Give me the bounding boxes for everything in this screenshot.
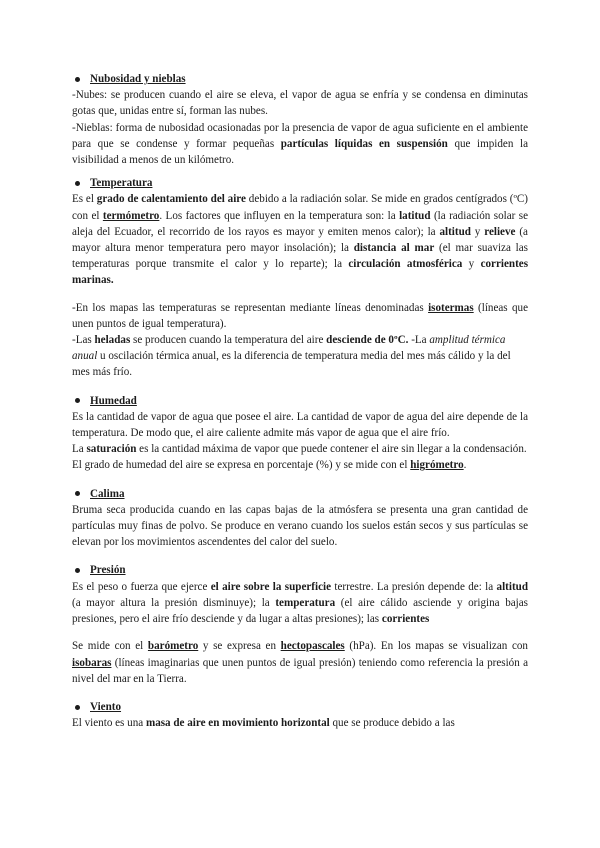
bold-text: corrientes marinas. xyxy=(72,258,529,287)
text: Se mide con el xyxy=(72,640,148,653)
bullet-icon xyxy=(75,181,80,186)
text: El grado de humedad del aire se expresa en porcentaje (%) y se mide con el xyxy=(72,459,411,472)
bold-underlined-text: termómetro xyxy=(102,209,160,222)
section-title-text: Temperatura xyxy=(90,177,153,190)
text: terrestre. La presión depende de: la xyxy=(331,580,497,593)
text: que impiden la visibilidad a menos de un kilómetro. xyxy=(72,137,528,167)
text: que se produce debido a las xyxy=(329,717,455,730)
paragraph-nieblas xyxy=(72,120,528,169)
section-title-text: Calima xyxy=(90,487,125,500)
paragraph-isotermas xyxy=(72,300,528,332)
paragraph-calima: Bruma seca producida cuando en las capas bajas de la atmósfera se presenta una gran cantidad de partículas muy finas de polvo. Se produce en verano cuando los suelos están secos y sus partículas se elevan por los movimientos ascendentes del calor del suelo. xyxy=(72,503,528,549)
text: y xyxy=(470,225,485,238)
bullet-icon xyxy=(75,491,80,496)
text: . Los factores que influyen en la temperatura son: la xyxy=(159,209,400,222)
paragraph-barometro xyxy=(72,638,528,687)
text: -Nieblas: forma de nubosidad ocasionadas por la presencia de vapor de agua suficiente en el ambiente para que se condense y formar pequeñas xyxy=(72,121,528,150)
text: (hPa). En los mapas se visualizan con xyxy=(344,640,528,653)
bullet-icon xyxy=(75,568,80,573)
text: se producen cuando la temperatura del aire xyxy=(130,334,327,347)
section-title-nubosidad xyxy=(72,71,528,87)
document-content xyxy=(72,71,528,731)
section-title-presion xyxy=(72,562,528,578)
text: debido a la radiación solar. Se mide en grados centígrados (ºC) con el xyxy=(72,193,528,222)
paragraph-saturacion xyxy=(72,441,528,457)
bold-underlined-text: barómetro xyxy=(147,640,199,653)
paragraph-temperatura-definicion xyxy=(72,191,528,288)
bold-text: desciende de 0ºC. xyxy=(326,334,409,347)
section-title-temperatura xyxy=(72,175,528,191)
text: La xyxy=(72,443,87,456)
section-title-humedad xyxy=(72,393,528,409)
text: (líneas que unen puntos de igual temperatura). xyxy=(72,301,528,330)
text: es la cantidad máxima de vapor que puede contener el aire sin llegar a la condensación. xyxy=(136,443,527,456)
text: y xyxy=(462,258,481,271)
text: -En los mapas las temperaturas se representan mediante líneas denominadas xyxy=(72,301,429,314)
paragraph-nubes xyxy=(72,87,528,119)
paragraph-heladas xyxy=(72,332,528,381)
text: Es el peso o fuerza que ejerce xyxy=(72,580,211,593)
bold-text: altitud xyxy=(496,580,528,593)
bold-text: altitud xyxy=(439,225,471,238)
text: . xyxy=(463,459,467,472)
text: (líneas imaginarias que unen puntos de igual presión) teniendo como referencia la presión a nivel del mar en la Tierra. xyxy=(72,656,528,685)
section-title-text: Presión xyxy=(90,564,126,577)
bold-text: latitud xyxy=(399,209,431,222)
paragraph-higrometro xyxy=(72,457,528,473)
bold-text: circulación atmosférica xyxy=(348,258,463,271)
bold-text: distancia al mar xyxy=(353,242,435,255)
text: (el mar suaviza las temperaturas porque transmite el calor y lo reparte); la xyxy=(72,242,528,271)
bullet-icon xyxy=(75,705,80,710)
text: (a mayor altura la presión disminuye); la xyxy=(72,596,276,609)
section-title-calima xyxy=(72,486,528,502)
paragraph-humedad-definicion: Es la cantidad de vapor de agua que posee el aire. La cantidad de vapor de agua del aire depende de la temperatura. De modo que, el aire caliente admite más vapor de agua que el aire frío. xyxy=(72,410,528,440)
text: y se expresa en xyxy=(198,640,281,653)
bold-text: grado de calentamiento del aire xyxy=(96,193,246,206)
text: (la radiación solar se aleja del Ecuador, el recorrido de los rayos es mayor y emiten menos calor); la xyxy=(72,209,528,238)
paragraph-presion-definicion xyxy=(72,579,528,628)
text: -La xyxy=(408,334,430,347)
bold-text: temperatura xyxy=(275,596,336,609)
bold-text: masa de aire en movimiento horizontal xyxy=(145,717,330,730)
bold-text: heladas xyxy=(94,334,131,347)
bold-text: el aire sobre la superficie xyxy=(210,580,331,593)
paragraph-viento xyxy=(72,715,528,731)
text: u oscilación térmica anual, es la diferencia de temperatura media del mes más cálido y la del mes más frío. xyxy=(72,350,511,379)
bullet-icon xyxy=(75,398,80,403)
italic-text: amplitud térmica anual xyxy=(72,334,506,363)
section-title-text: Nubosidad y nieblas xyxy=(90,73,186,85)
bold-text: saturación xyxy=(86,443,137,456)
section-title-viento xyxy=(72,699,528,715)
text: -Nubes: se producen cuando el aire se eleva, el vapor de agua se enfría y se condensa en diminutas gotas que, unidas entre sí, forman las nubes. xyxy=(72,89,528,118)
bold-underlined-text: hectopascales xyxy=(280,640,345,653)
section-title-text: Humedad xyxy=(90,394,137,407)
bold-text: partículas líquidas en suspensión xyxy=(280,137,448,150)
bold-text: corrientes xyxy=(381,613,430,626)
section-title-text: Viento xyxy=(90,700,122,713)
bold-text: relieve xyxy=(484,225,516,238)
text: Es el xyxy=(72,193,97,206)
bullet-icon xyxy=(75,77,80,82)
text: (el aire cálido asciende y origina bajas presiones, pero el aire frío desciende y da lugar a altas presiones); las xyxy=(72,596,528,626)
text: El viento es una xyxy=(72,717,146,730)
text: (a mayor altura menor temperatura pero mayor insolación); la xyxy=(72,225,528,255)
bold-underlined-text: isotermas xyxy=(428,301,474,314)
bold-underlined-text: isobaras xyxy=(72,656,112,669)
text: -Las xyxy=(72,334,95,347)
bold-underlined-text: higrómetro xyxy=(410,459,464,472)
